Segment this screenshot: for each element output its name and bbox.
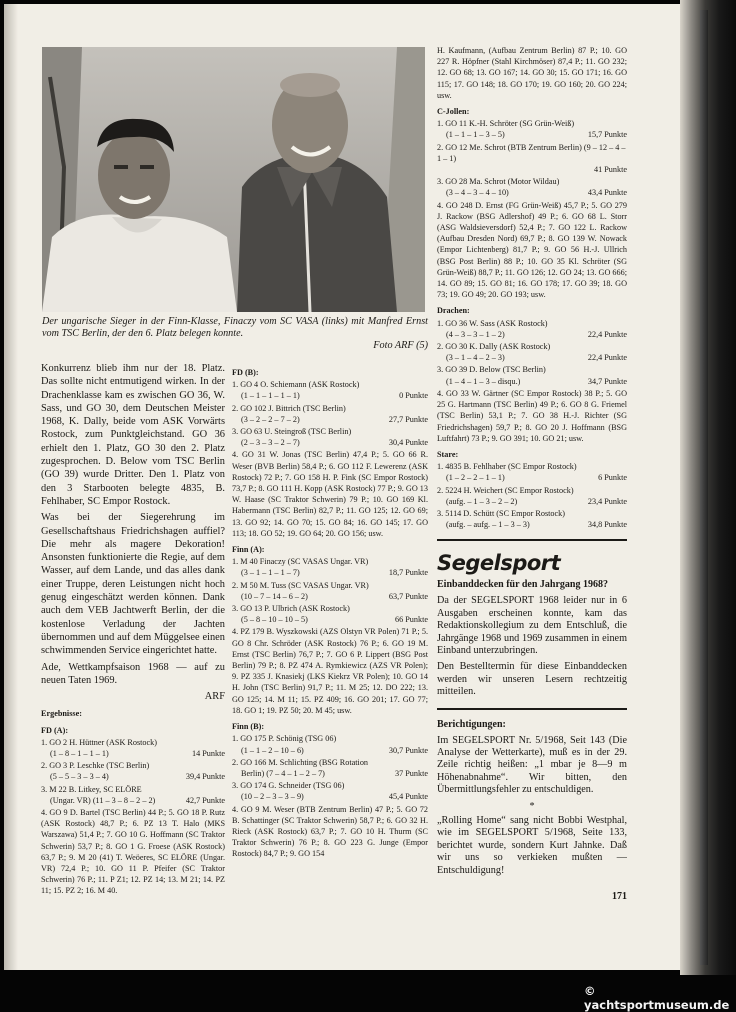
result-entry	[437, 364, 627, 386]
result-race-places: (3 – 2 – 2 – 7 – 2)	[241, 414, 300, 424]
result-race-places: (5 – 5 – 3 – 3 – 4)	[50, 772, 109, 782]
result-points: 39,4 Punkte	[185, 772, 225, 782]
result-points: 37 Punkte	[395, 768, 428, 778]
result-points: 34,7 Punkte	[587, 376, 627, 386]
result-detail-row	[41, 771, 225, 782]
result-detail-row	[437, 187, 627, 198]
results-class-heading: C-Jollen:	[437, 107, 470, 117]
result-points: 30,4 Punkte	[388, 438, 428, 448]
result-points: 43,4 Punkte	[587, 188, 627, 198]
middle-column	[232, 362, 428, 862]
article-paragraph: Ade, Wettkampfsaison 1968 — auf zu neuen Taten 1969.	[41, 661, 225, 686]
result-name: 2. GO 166 M. Schlichting (BSG Rotation	[232, 757, 369, 767]
result-entry	[437, 318, 627, 340]
result-detail-row	[437, 352, 627, 363]
result-entry	[232, 426, 428, 448]
results-class-heading: Stare:	[437, 449, 459, 459]
result-detail-row	[232, 414, 428, 425]
results-further-places: H. Kaufmann, (Aufbau Zentrum Berlin) 87 P.; 10. GO 227 R. Höpfner (Stahl Kirchmöser) 87,4 P.; 11. GO 232; 12. GO 68; 13. GO 167; 14. GO 30; 15. GO 171; 16. GO 115; 17. GO 148; 18. GO 170; 19. GO 160; 20. GO 224; usw.	[437, 46, 627, 100]
book-binding-shadow	[700, 10, 708, 965]
result-detail-row	[232, 791, 428, 802]
result-points: 15,7 Punkte	[587, 130, 627, 140]
result-race-places: (aufg. – aufg. – 1 – 3 – 3)	[446, 520, 530, 530]
result-name: 3. 5114 D. Schütt (SC Empor Rostock)	[437, 508, 565, 518]
result-race-places: (4 – 3 – 3 – 1 – 2)	[446, 329, 505, 339]
result-detail-row	[232, 567, 428, 578]
result-race-places: (1 – 1 – 2 – 10 – 6)	[241, 745, 304, 755]
result-name: 3. M 22 B. Litkey, SC ELÖRE	[41, 784, 142, 794]
result-detail-row	[437, 129, 627, 140]
result-detail-row	[437, 496, 627, 507]
results-class-heading: Drachen:	[437, 306, 470, 316]
result-name: 3. GO 39 D. Below (TSC Berlin)	[437, 365, 546, 375]
result-detail-row	[232, 768, 428, 779]
page-left-edge	[4, 4, 18, 970]
result-name: 2. M 50 M. Tuss (SC VASAS Ungar. VR)	[232, 580, 369, 590]
results-further-places: 4. GO 33 W. Gärtner (SC Empor Rostock) 38 P.; 5. GO 25 G. Hartmann (TSC Berlin) 49 P.; 6. GO 8 G. Friemel (TSC Berlin) 53,1 P.; 7. GO 38 H.-J. Richter (SG Friedrichshagen) 59,7 P.; 8. GO 20 J. Hoffmann (BSG Luftfahrt) 73 P.; 9. GO 391; 10. GO 21; usw.	[437, 388, 627, 443]
results-further-places: 4. GO 31 W. Jonas (TSC Berlin) 47,4 P.; 5. GO 66 R. Weser (BVB Berlin) 58,4 P.; 6. GO 112 F. Lewerenz (ASK Rostock) 72 P.; 7. GO 158 H. P. Fink (SC Empor Rostock) 73,7 P.; 8. GO 111 H. Kopp (ASK Rostock) 77 P.; 9. GO 13 W. Haase (SC Traktor Schwerin) 79 P.; 10. GO 169 Kl. Habermann (TSC Berlin) 82,7 P.; 11. GO 125; 12. GO 69; 13. GO 92; 14. GO 70; 15. GO 84; 16. GO 145; 17. GO 113; 18. GO 52; 19. GO 64; 20. GO 156; usw.	[232, 450, 428, 538]
result-race-places: (10 – 7 – 14 – 6 – 2)	[241, 591, 308, 601]
watermark: © yachtsportmuseum.de	[584, 984, 730, 1012]
result-race-places: (2 – 3 – 3 – 2 – 7)	[241, 438, 300, 448]
result-points: 41 Punkte	[594, 165, 627, 175]
result-race-places: Berlin) (7 – 4 – 1 – 2 – 7)	[241, 768, 325, 778]
result-entry	[232, 403, 428, 425]
result-points: 22,4 Punkte	[587, 353, 627, 363]
result-entry	[232, 780, 428, 802]
result-detail-row	[41, 748, 225, 759]
result-entry	[437, 485, 627, 507]
result-race-places: (3 – 1 – 1 – 1 – 7)	[241, 568, 300, 578]
result-race-places: (5 – 8 – 10 – 10 – 5)	[241, 615, 308, 625]
result-entry	[437, 341, 627, 363]
right-column	[437, 45, 627, 903]
results-class-heading: Finn (A):	[232, 545, 265, 555]
results-further-places: 4. GO 248 D. Ernst (FG Grün-Weiß) 45,7 P.; 5. GO 279 J. Rackow (BSG Adlershof) 49 P.; 6. GO 68 L. Storr (ASG Waldsieversdorf) 52,4 P.; 7. GO 122 L. Rackow (Aufbau Dresden Nord) 69,7 P.; 8. GO 139 W. Nowack (Empor Lichtenberg) 81,7 P.; 9. GO 56 H.-J. Ullrich (BSG Post Berlin) 88 P.; 10. GO 35 Kl. Schröter (SG Grün-Weiß) 88,7 P.; 11. GO 126; 12. GO 24; 13. GO 666; 14. GO 89; 15. GO 81; 16. GO 178; 17. GO 39; 18. GO 73; 19. GO 49; 20. GO 193; usw.	[437, 200, 627, 300]
result-detail-row	[232, 745, 428, 756]
result-detail-row	[232, 614, 428, 625]
page-number: 171	[612, 891, 627, 903]
corrections-paragraph: Im SEGELSPORT Nr. 5/1968, Seit 143 (Die Analyse der Wetterkarte), muß es in der 29. Zeile richtig heißen: „1 mbar je 8—9 m Höhenabnahme“. Wir bitten, den Übermittlungsfehler zu entschuldigen.	[437, 734, 627, 796]
result-name: 1. GO 175 P. Schönig (TSG 06)	[232, 734, 337, 744]
results-middle	[232, 367, 428, 860]
result-race-places: (3 – 4 – 3 – 4 – 10)	[446, 188, 509, 198]
results-class-heading: Finn (B):	[232, 722, 265, 732]
notice-paragraph: Da der SEGELSPORT 1968 leider nur in 6 Ausgaben erscheinen konnte, kam das Redaktionskollegium zu dem Entschluß, die Jahrgänge 1968 und 1969 zusammen in einem Einband unterzubringen.	[437, 595, 627, 656]
result-points: 34,8 Punkte	[587, 520, 627, 530]
results-further-places: 4. PZ 179 B. Wyszkowski (AZS Olstyn VR Polen) 71 P.; 5. GO 8 Chr. Schröder (ASK Rostock) 76 P.; 6. GO 19 M. Ernst (TSC Berlin) 76,7 P.; 7. GO 6 P. Lippert (BSG Post Berlin) 79 P.; 8. PZ 474 A. Rymkiewicz (AZS VR Polen); 9. PZ 335 J. Knasiekj (LKS Kiekrz VR Polen); 10. GO 14 H. John (TSC Berlin) 91,7 P.; 11. M 25; 12. DO 222; 13. GO 125; 14. M 11; 15. PZ 409; 16. GO 201; 17. GO 77; 18. GO 1; 19. PZ 50; 20. M 45; usw.	[232, 627, 428, 715]
result-race-places: (1 – 8 – 1 – 1 – 1)	[50, 749, 109, 759]
result-points: 27,7 Punkte	[388, 414, 428, 424]
result-entry	[232, 580, 428, 602]
article-paragraph: Was bei der Siegerehrung im Gesellschaftshaus Friedrichshagen auffiel? Die mehr als magere Dekoration! Ansonsten funktionierte die Regie, auf dem Wasser, auf dem Lande, und das alles dank einer Truppe, deren Leistungen nicht hoch genug eingeschätzt werden können. Dank auch dem VEB Jachtwerft Berlin, der die kostenlose Verladung der Jachten übernommen und auf dem Müggelsee einen schwimmenden Service eingerichtet hatte.	[41, 512, 225, 657]
divider	[437, 539, 627, 541]
result-race-places: (3 – 1 – 4 – 2 – 3)	[446, 353, 505, 363]
corrections-heading: Berichtigungen:	[437, 718, 506, 730]
result-race-places: (1 – 2 – 2 – 1 – 1)	[446, 473, 505, 483]
result-entry	[232, 603, 428, 625]
result-entry	[232, 757, 428, 779]
result-points: 30,7 Punkte	[388, 745, 428, 755]
results-heading: Ergebnisse:	[41, 709, 82, 719]
result-points: 18,7 Punkte	[388, 568, 428, 578]
result-name: 1. GO 11 K.-H. Schröter (SG Grün-Weiß)	[437, 119, 575, 129]
result-entry	[41, 737, 225, 759]
separator-star: *	[529, 800, 535, 812]
result-name: 1. M 40 Finaczy (SC VASAS Ungar. VR)	[232, 557, 369, 567]
result-entry	[232, 379, 428, 401]
result-name: 2. GO 12 Me. Schrot (BTB Zentrum Berlin) (9 – 12 – 4 – 1 – 1)	[437, 142, 626, 163]
result-detail-row	[232, 390, 428, 401]
result-detail-row	[437, 519, 627, 530]
notice-heading: Einbanddecken für den Jahrgang 1968?	[437, 579, 608, 591]
results-section	[232, 544, 428, 716]
result-entry	[437, 142, 627, 176]
result-name: 2. GO 3 P. Leschke (TSC Berlin)	[41, 761, 150, 771]
results-section	[41, 725, 225, 897]
result-race-places: (aufg. – 1 – 3 – 2 – 2)	[446, 496, 518, 506]
result-points: 66 Punkte	[395, 615, 428, 625]
result-points: 45,4 Punkte	[388, 792, 428, 802]
photo-credit: Foto ARF (5)	[373, 340, 428, 351]
result-points: 22,4 Punkte	[587, 329, 627, 339]
result-points: 6 Punkte	[598, 473, 627, 483]
left-column	[41, 362, 225, 899]
divider	[437, 708, 627, 710]
caption-text: Der ungarische Sieger in der Finn-Klasse, Finaczy vom SC VASA (links) mit Manfred Ernst vom TSC Berlin, der den 6. Platz belegen konnte.	[42, 316, 428, 339]
author-signature: ARF	[204, 691, 225, 703]
result-points: 0 Punkte	[399, 391, 428, 401]
result-name: 1. GO 2 H. Hüttner (ASK Rostock)	[41, 737, 157, 747]
result-detail-row	[437, 329, 627, 340]
result-name: 2. GO 30 K. Dally (ASK Rostock)	[437, 342, 551, 352]
result-name: 3. GO 174 G. Schneider (TSG 06)	[232, 781, 345, 791]
result-entry	[232, 556, 428, 578]
photo-image	[42, 47, 425, 312]
results-section	[232, 721, 428, 859]
result-race-places: (Ungar. VR) (11 – 3 – 8 – 2 – 2)	[50, 795, 156, 805]
result-name: 1. GO 4 O. Schiemann (ASK Rostock)	[232, 380, 360, 390]
result-race-places: (10 – 2 – 3 – 3 – 9)	[241, 792, 304, 802]
notice-paragraph: Den Bestelltermin für diese Einbanddecken werden wir unseren Lesern rechtzeitig mitteilen.	[437, 661, 627, 698]
book-binding	[680, 0, 736, 975]
result-race-places: (1 – 1 – 1 – 3 – 5)	[446, 130, 505, 140]
corrections-paragraph: „Rolling Home“ sang nicht Bobbi Westphal, wie im SEGELSPORT 5/1968, Seite 133, berichtet wurde, sondern Kurt Jahnke. Daß wir uns so verkieken mußten — Entschuldigung!	[437, 815, 627, 876]
result-race-places: (1 – 4 – 1 – 3 – disqu.)	[446, 376, 521, 386]
results-section	[232, 367, 428, 539]
results-section	[437, 305, 627, 443]
result-race-places: (1 – 1 – 1 – 1 – 1)	[241, 391, 300, 401]
results-further-places: 4. GO 9 M. Weser (BTB Zentrum Berlin) 47 P.; 5. GO 72 B. Schattinger (SC Traktor Schwerin) 58,7 P.; 6. GO 32 H. Rieck (ASK Rostock) 63,7 P.; 7. GO 10 H. Thurm (SC Traktor Schwerin) 76 P.; 8. GO 223 G. Junge (Empor Rostock) 84,7 P.; 9. GO 154	[232, 804, 428, 859]
result-name: 2. 5224 H. Weichert (SC Empor Rostock)	[437, 485, 574, 495]
result-detail-row	[232, 437, 428, 448]
result-points: 63,7 Punkte	[388, 591, 428, 601]
results-right	[437, 45, 627, 530]
result-detail-row	[437, 376, 627, 387]
result-name: 1. GO 36 W. Sass (ASK Rostock)	[437, 318, 548, 328]
results-section	[437, 106, 627, 300]
result-detail-row	[437, 164, 627, 175]
segelsport-logo: Segelsport	[437, 551, 561, 576]
result-entry	[437, 508, 627, 530]
result-entry	[437, 176, 627, 198]
results-section	[437, 449, 627, 530]
result-entry	[41, 760, 225, 782]
result-points: 23,4 Punkte	[587, 496, 627, 506]
photo-sailors	[42, 47, 425, 312]
result-points: 14 Punkte	[192, 749, 225, 759]
result-entry	[437, 118, 627, 140]
result-entry	[41, 784, 225, 806]
results-class-heading: FD (A):	[41, 725, 69, 735]
photo-caption	[42, 316, 428, 352]
result-detail-row	[41, 795, 225, 806]
result-name: 3. GO 13 P. Ulbrich (ASK Rostock)	[232, 604, 350, 614]
result-detail-row	[232, 591, 428, 602]
results-class-heading: FD (B):	[232, 368, 259, 377]
result-entry	[232, 733, 428, 755]
result-points: 42,7 Punkte	[185, 795, 225, 805]
results-section	[437, 45, 627, 101]
result-name: 1. 4835 B. Fehlhaber (SC Empor Rostock)	[437, 462, 577, 472]
results-further-places: 4. GO 9 D. Bartel (TSC Berlin) 44 P.; 5. GO 18 P. Rutz (ASK Rostock) 48,7 P.; 6. PZ 13 T. Halo (MKS Warszawa) 51,4 P.; 7. GO 10 G. Hoffmann (SC Traktor Schwerin) 53,7 P.; 8. GO 1 G. Froese (ASK Rostock) 63,7 P.; 9. M 20 (41) T. Weöeres, SC ELÖRE (Ungar. VR) 72,4 P.; 10. GO 11 P. Pfeifer (SC Traktor Schwerin) 76 P.; 11. P Z1; 12. PZ 14; 13. M 21; 14. PZ 11; 15. PZ 2; 16. M 40.	[41, 808, 225, 896]
result-entry	[437, 461, 627, 483]
article-paragraph: Konkurrenz blieb ihm nur der 18. Platz. Das sollte nicht entmutigend wirken. In der Drachenklasse kam es zwischen GO 36, W. Sass, und GO 30, dem Deutschen Meister 1968, K. Dally, beide vom ASK Vorwärts Rostock, zum Punktgleichstand. GO 36 erhielt den 1. Platz, GO 30 den 2. Platz zugesprochen. D. Below vom TSC Berlin (GO 39) wurde Dritter. Den 1. Platz von den 3 Starbooten belegte 4835, B. Fehlhaber, SC Empor Rostock.	[41, 363, 225, 507]
result-name: 2. GO 102 J. Bittrich (TSC Berlin)	[232, 403, 346, 413]
result-name: 3. GO 63 U. Steingroß (TSC Berlin)	[232, 427, 352, 437]
result-name: 3. GO 28 Ma. Schrot (Motor Wildau)	[437, 177, 560, 187]
results-left	[41, 725, 225, 897]
result-detail-row	[437, 472, 627, 483]
